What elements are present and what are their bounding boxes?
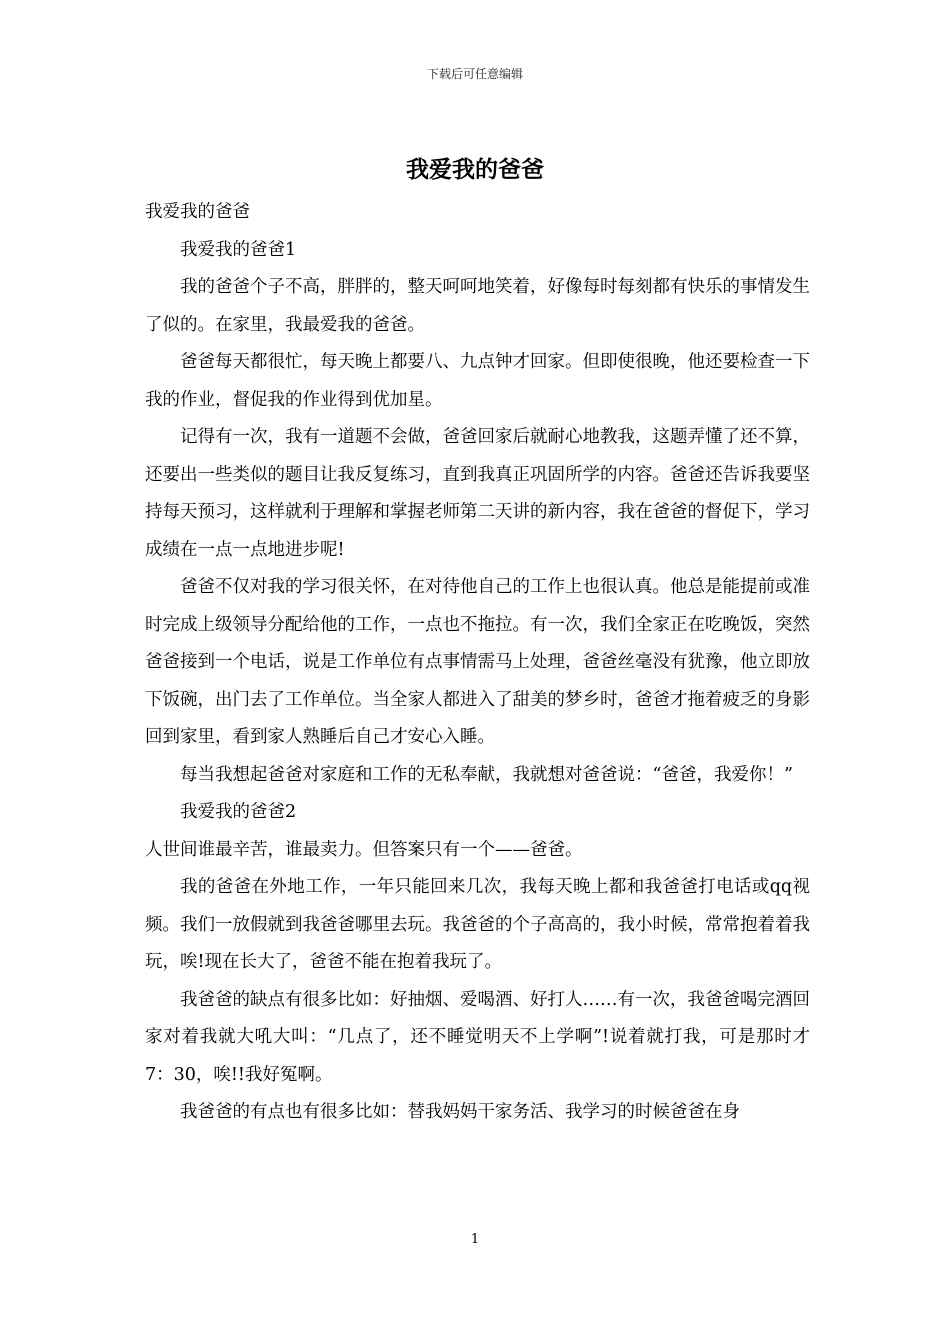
- paragraph: 爸爸不仅对我的学习很关怀，在对待他自己的工作上也很认真。他总是能提前或准时完成上级领导分配给他的工作，一点也不拖拉。有一次，我们全家正在吃晚饭，突然爸爸接到一个电话，说是工作单位有点事情需马上处理，爸爸丝毫没有犹豫，他立即放下饭碗，出门去了工作单位。当全家人都进入了甜美的梦乡时，爸爸才拖着疲乏的身影回到家里，看到家人熟睡后自己才安心入睡。: [145, 577, 810, 747]
- document-body: [145, 194, 810, 1132]
- paragraph: 爸爸每天都很忙，每天晚上都要八、九点钟才回家。但即使很晚，他还要检查一下我的作业，督促我的作业得到优加星。: [145, 352, 810, 410]
- paragraph: 人世间谁最辛苦，谁最卖力。但答案只有一个——爸爸。: [145, 839, 583, 860]
- section-heading: 我爱我的爸爸1: [180, 239, 297, 260]
- paragraph: 我爱我的爸爸: [145, 202, 250, 222]
- paragraph: 我的爸爸在外地工作，一年只能回来几次，我每天晚上都和我爸爸打电话或qq视频。我们一放假就到我爸爸哪里去玩。我爸爸的个子高高的，我小时候，常常抱着着我玩，唉!现在长大了，爸爸不能在抱着我玩了。: [145, 877, 810, 972]
- paragraph: 我爸爸的有点也有很多比如：替我妈妈干家务活、我学习的时候爸爸在身: [180, 1102, 740, 1122]
- paragraph: 每当我想起爸爸对家庭和工作的无私奉献，我就想对爸爸说：“爸爸，我爱你！”: [180, 764, 793, 785]
- paragraph: 我爸爸的缺点有很多比如：好抽烟、爱喝酒、好打人……有一次，我爸爸喝完酒回家对着我就大吼大叫：“几点了，还不睡觉明天不上学啊”!说着就打我，可是那时才7：30，唉!!我好冤啊。: [145, 989, 810, 1085]
- header-note: 下载后可任意编辑: [426, 67, 523, 81]
- paragraph: 记得有一次，我有一道题不会做，爸爸回家后就耐心地教我，这题弄懂了还不算，还要出一些类似的题目让我反复练习，直到我真正巩固所学的内容。爸爸还告诉我要坚持每天预习，这样就利于理解和掌握老师第二天讲的新内容，我在爸爸的督促下，学习成绩在一点一点地进步呢!: [145, 427, 810, 560]
- document-title: 我爱我的爸爸: [406, 156, 544, 183]
- page-number: 1: [470, 1232, 480, 1247]
- section-heading: 我爱我的爸爸2: [180, 802, 297, 822]
- paragraph: 我的爸爸个子不高，胖胖的，整天呵呵地笑着，好像每时每刻都有快乐的事情发生了似的。在家里，我最爱我的爸爸。: [145, 277, 810, 335]
